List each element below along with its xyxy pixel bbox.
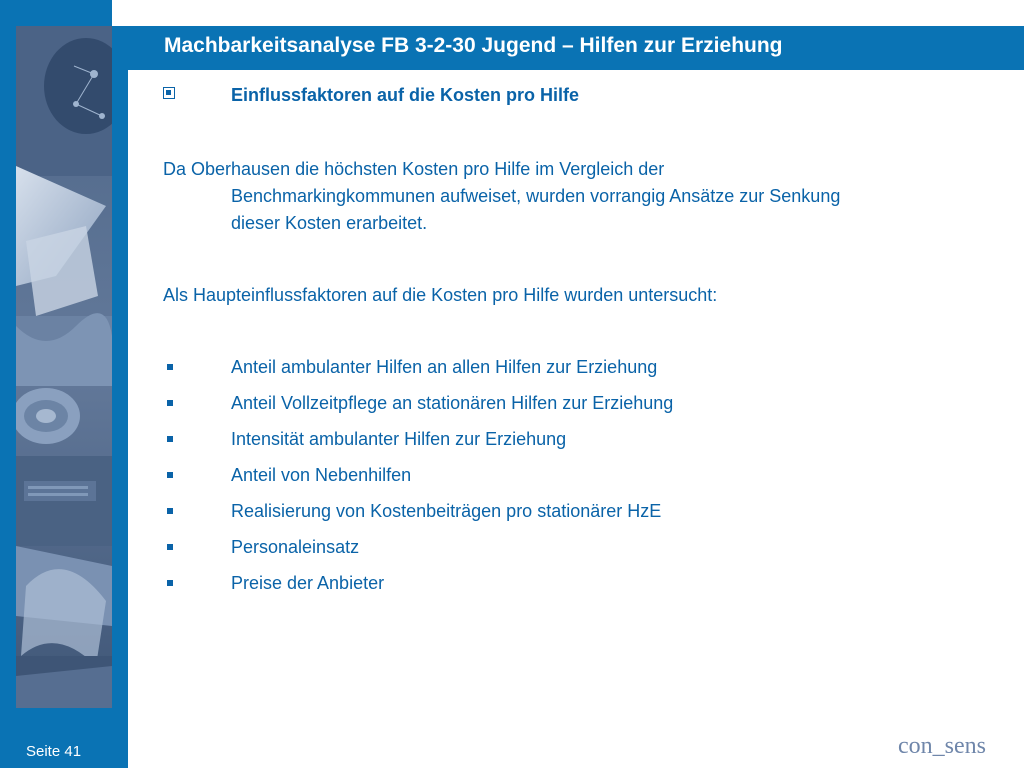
left-edge-strip [0, 0, 16, 768]
list-item-text: Preise der Anbieter [231, 573, 385, 593]
small-square-bullet-icon [167, 580, 173, 586]
list-item-text: Anteil ambulanter Hilfen an allen Hilfen zur Erziehung [231, 357, 658, 377]
square-bullet-icon [163, 87, 175, 99]
intro-paragraph-line-1: Da Oberhausen die höchsten Kosten pro Hilfe im Vergleich der [163, 159, 665, 179]
top-white-strip [112, 0, 1024, 26]
small-square-bullet-icon [167, 364, 173, 370]
slide-title: Machbarkeitsanalyse FB 3-2-30 Jugend – Hilfen zur Erziehung [164, 34, 783, 57]
small-square-bullet-icon [167, 508, 173, 514]
intro-paragraph [163, 156, 1013, 237]
small-square-bullet-icon [167, 544, 173, 550]
list-item-text: Anteil von Nebenhilfen [231, 465, 412, 485]
section-heading-text: Einflussfaktoren auf die Kosten pro Hilfe [231, 85, 580, 105]
collage-photo-icon [16, 26, 112, 708]
list-item-text: Realisierung von Kostenbeiträgen pro stationärer HzE [231, 501, 662, 521]
section-heading [163, 85, 580, 105]
small-square-bullet-icon [167, 436, 173, 442]
list-item-text: Intensität ambulanter Hilfen zur Erziehung [231, 429, 567, 449]
intro-paragraph-line-3: dieser Kosten erarbeitet. [231, 213, 428, 233]
sidebar-collage-image [16, 26, 112, 708]
list-item-text: Personaleinsatz [231, 537, 360, 557]
small-square-bullet-icon [167, 400, 173, 406]
intro-paragraph-line-2: Benchmarkingkommunen aufweiset, wurden vorrangig Ansätze zur Senkung [231, 186, 841, 206]
factors-intro-paragraph: Als Haupteinflussfaktoren auf die Kosten pro Hilfe wurden untersucht: [163, 285, 718, 305]
company-logo: con_sens [898, 733, 986, 759]
small-square-bullet-icon [167, 472, 173, 478]
page-number: Seite 41 [26, 743, 82, 760]
list-item-text: Anteil Vollzeitpflege an stationären Hilfen zur Erziehung [231, 393, 674, 413]
